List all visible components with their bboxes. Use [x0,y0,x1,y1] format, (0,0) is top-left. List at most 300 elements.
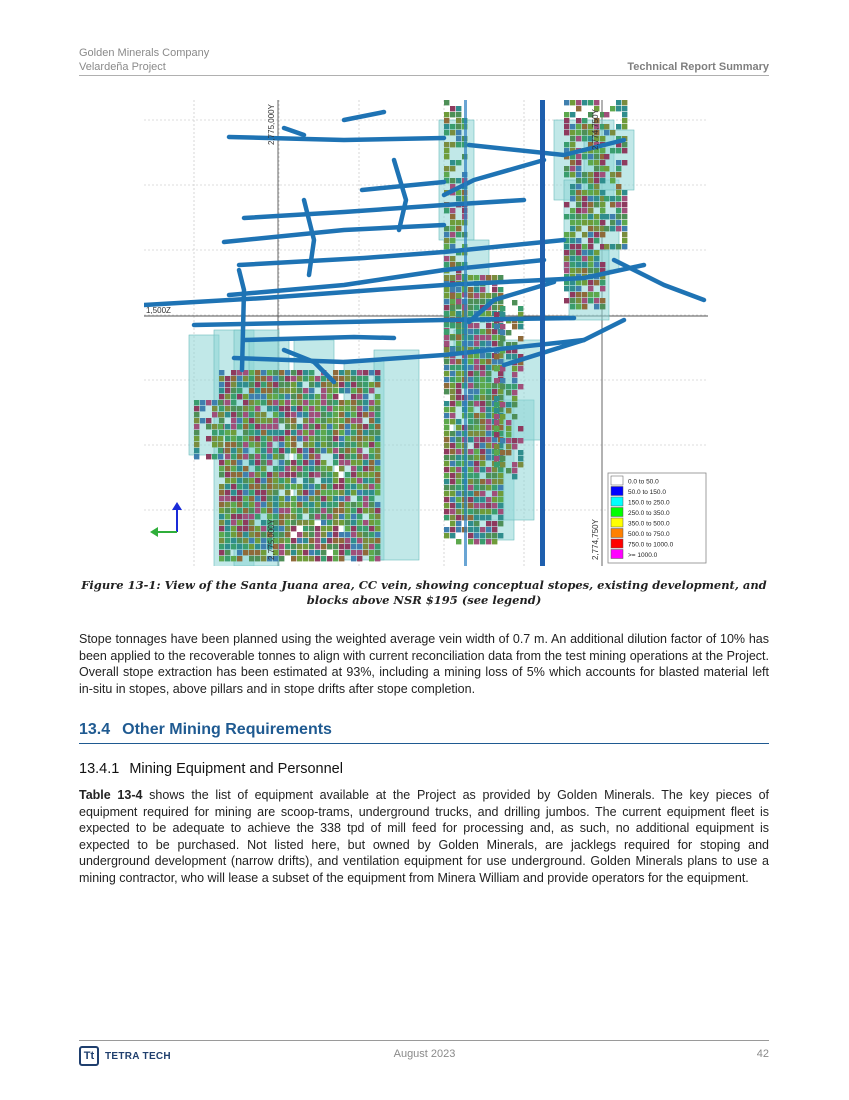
block-cell [486,419,491,424]
block-cell [243,544,248,549]
block-cell [303,430,308,435]
block-cell [194,448,199,453]
block-cell [518,366,523,371]
block-cell [450,178,455,183]
block-cell [297,472,302,477]
block-cell [237,436,242,441]
block-cell [219,370,224,375]
tunnel [344,112,384,120]
block-cell [576,256,581,261]
block-cell [363,484,368,489]
block-cell [363,544,368,549]
block-cell [375,400,380,405]
block-cell [315,406,320,411]
block-cell [309,502,314,507]
block-cell [243,520,248,525]
block-cell [494,324,499,329]
block-cell [480,539,485,544]
block-cell [315,448,320,453]
block-cell [570,130,575,135]
block-cell [255,448,260,453]
block-cell [500,462,505,467]
block-cell [512,414,517,419]
block-cell [225,556,230,561]
block-cell [498,485,503,490]
block-cell [468,485,473,490]
block-cell [273,382,278,387]
block-cell [339,436,344,441]
block-cell [494,396,499,401]
block-cell [255,538,260,543]
block-cell [600,136,605,141]
block-cell [291,370,296,375]
nsr-legend [608,473,706,563]
paragraph-stope-tonnage: Stope tonnages have been planned using the weighted average vein width of 0.7 m. An additional dilution factor of 10% has been applied to the recoverable tonnes to align with current reconciliation data from the test mining operations at the Project. Overall stope extraction has been estimated at 93%, including a mining loss of 5% which accounts for blasted material left in-situ in stopes, above pillars and in stope drifts after stope completion. [79,632,769,696]
block-cell [225,478,230,483]
block-cell [351,400,356,405]
block-cell [285,538,290,543]
block-cell [486,335,491,340]
block-cell [486,449,491,454]
block-cell [600,220,605,225]
section-title: Other Mining Requirements [122,721,332,738]
block-cell [273,454,278,459]
block-cell [297,454,302,459]
block-cell [231,520,236,525]
block-cell [351,376,356,381]
block-cell [297,448,302,453]
block-cell [500,450,505,455]
block-cell [351,490,356,495]
block-cell [231,442,236,447]
block-cell [249,460,254,465]
block-cell [450,389,455,394]
block-cell [480,527,485,532]
block-cell [450,401,455,406]
block-cell [297,436,302,441]
block-cell [369,484,374,489]
block-cell [309,532,314,537]
block-cell [474,443,479,448]
block-cell [570,166,575,171]
block-cell [345,442,350,447]
block-cell [231,394,236,399]
block-cell [474,395,479,400]
block-cell [273,424,278,429]
block-cell [351,460,356,465]
block-cell [206,418,211,423]
block-cell [498,389,503,394]
raise [464,100,467,566]
block-cell [357,514,362,519]
block-cell [255,412,260,417]
block-cell [315,460,320,465]
block-cell [249,400,254,405]
block-cell [474,473,479,478]
block-cell [206,436,211,441]
block-cell [315,442,320,447]
block-cell [456,383,461,388]
block-cell [450,383,455,388]
block-cell [297,430,302,435]
block-cell [243,538,248,543]
block-cell [375,418,380,423]
block-cell [255,556,260,561]
block-cell [492,503,497,508]
block-cell [261,544,266,549]
block-cell [255,508,260,513]
block-cell [582,100,587,105]
block-cell [212,436,217,441]
block-cell [588,208,593,213]
block-cell [480,443,485,448]
block-cell [261,478,266,483]
block-cell [622,142,627,147]
block-cell [225,430,230,435]
block-cell [582,154,587,159]
block-cell [315,394,320,399]
block-cell [492,287,497,292]
block-cell [273,400,278,405]
block-cell [237,520,242,525]
block-cell [498,503,503,508]
block-cell [249,520,254,525]
block-cell [225,532,230,537]
block-cell [375,472,380,477]
block-cell [315,526,320,531]
block-cell [321,472,326,477]
block-cell [315,544,320,549]
block-cell [474,503,479,508]
block-cell [351,466,356,471]
block-cell [351,406,356,411]
block-cell [512,300,517,305]
block-cell [518,450,523,455]
block-cell [297,544,302,549]
block-cell [369,508,374,513]
block-cell [273,484,278,489]
block-cell [456,323,461,328]
block-cell [512,444,517,449]
block-cell [291,484,296,489]
block-cell [237,532,242,537]
block-cell [279,418,284,423]
block-cell [600,190,605,195]
block-cell [600,148,605,153]
block-cell [444,322,449,327]
block-cell [444,413,449,418]
block-cell [249,472,254,477]
axis-triad-icon [150,502,182,537]
block-cell [315,382,320,387]
block-cell [456,275,461,280]
block-cell [267,370,272,375]
block-cell [474,383,479,388]
block-cell [285,472,290,477]
block-cell [267,382,272,387]
block-cell [369,448,374,453]
block-cell [450,124,455,129]
block-cell [474,479,479,484]
block-cell [309,508,314,513]
block-cell [351,454,356,459]
block-cell [339,460,344,465]
block-cell [261,424,266,429]
block-cell [303,556,308,561]
block-cell [486,509,491,514]
block-cell [249,556,254,561]
block-cell [321,448,326,453]
block-cell [369,514,374,519]
block-cell [492,527,497,532]
block-cell [351,478,356,483]
running-header-left [79,46,209,74]
block-cell [369,538,374,543]
block-cell [291,412,296,417]
block-cell [297,514,302,519]
block-cell [309,442,314,447]
block-cell [206,424,211,429]
block-cell [363,508,368,513]
block-cell [225,448,230,453]
block-cell [255,472,260,477]
block-cell [576,136,581,141]
block-cell [610,244,615,249]
block-cell [194,436,199,441]
block-cell [444,443,449,448]
block-cell [255,376,260,381]
block-cell [261,448,266,453]
block-cell [444,118,449,123]
block-cell [369,478,374,483]
block-cell [261,532,266,537]
block-cell [616,208,621,213]
block-cell [570,220,575,225]
block-cell [444,256,449,261]
block-cell [616,214,621,219]
block-cell [512,384,517,389]
block-cell [450,323,455,328]
block-cell [291,466,296,471]
block-cell [506,390,511,395]
block-cell [237,556,242,561]
block-cell [225,412,230,417]
block-cell [351,484,356,489]
block-cell [225,466,230,471]
block-cell [518,306,523,311]
block-cell [480,485,485,490]
block-cell [315,484,320,489]
block-cell [333,442,338,447]
block-cell [564,118,569,123]
block-cell [219,514,224,519]
block-cell [333,490,338,495]
block-cell [255,526,260,531]
block-cell [363,466,368,471]
block-cell [444,154,449,159]
block-cell [225,520,230,525]
block-cell [225,490,230,495]
block-cell [279,556,284,561]
block-cell [570,136,575,141]
block-cell [486,341,491,346]
block-cell [321,394,326,399]
block-cell [327,478,332,483]
block-cell [456,226,461,231]
block-cell [225,526,230,531]
block-cell [474,497,479,502]
block-cell [194,406,199,411]
block-cell [468,299,473,304]
block-cell [255,418,260,423]
block-cell [468,497,473,502]
block-cell [261,484,266,489]
block-cell [291,472,296,477]
block-cell [468,335,473,340]
block-cell [600,232,605,237]
block-cell [576,154,581,159]
block-cell [321,418,326,423]
block-cell [486,395,491,400]
block-cell [486,503,491,508]
block-cell [588,292,593,297]
block-cell [468,539,473,544]
block-cell [285,544,290,549]
block-cell [456,130,461,135]
block-cell [444,244,449,249]
block-cell [486,413,491,418]
block-cell [582,232,587,237]
block-cell [456,515,461,520]
block-cell [604,124,609,129]
block-cell [570,226,575,231]
block-cell [450,166,455,171]
block-cell [564,268,569,273]
block-cell [339,370,344,375]
block-cell [450,256,455,261]
block-cell [273,448,278,453]
block-cell [261,472,266,477]
block-cell [450,431,455,436]
block-cell [474,509,479,514]
block-cell [492,341,497,346]
block-cell [363,412,368,417]
block-cell [339,544,344,549]
block-cell [486,401,491,406]
block-cell [231,478,236,483]
block-cell [279,550,284,555]
block-cell [309,460,314,465]
block-cell [375,478,380,483]
block-cell [267,472,272,477]
block-cell [594,256,599,261]
block-cell [321,376,326,381]
block-cell [279,388,284,393]
block-cell [474,335,479,340]
block-cell [498,371,503,376]
block-cell [494,414,499,419]
block-cell [363,424,368,429]
block-cell [303,436,308,441]
block-cell [357,520,362,525]
block-cell [450,226,455,231]
block-cell [249,550,254,555]
block-cell [512,372,517,377]
block-cell [492,275,497,280]
block-cell [456,443,461,448]
block-cell [450,359,455,364]
block-cell [231,400,236,405]
block-cell [494,426,499,431]
block-cell [212,400,217,405]
block-cell [237,490,242,495]
block-cell [576,226,581,231]
block-cell [225,472,230,477]
block-cell [327,472,332,477]
block-cell [285,376,290,381]
block-cell [450,106,455,111]
block-cell [309,496,314,501]
block-cell [622,244,627,249]
block-cell [237,418,242,423]
block-cell [333,508,338,513]
block-cell [450,479,455,484]
block-cell [486,377,491,382]
block-cell [468,407,473,412]
block-cell [622,124,627,129]
block-cell [600,298,605,303]
block-cell [309,412,314,417]
stope-outline [374,350,419,560]
block-cell [570,286,575,291]
block-cell [474,449,479,454]
block-cell [576,238,581,243]
block-cell [456,479,461,484]
block-cell [261,538,266,543]
block-cell [622,226,627,231]
block-cell [357,526,362,531]
block-cell [456,377,461,382]
block-cell [444,293,449,298]
block-cell [285,436,290,441]
header-project: Velardeña Project [79,61,166,73]
block-cell [285,406,290,411]
block-cell [582,304,587,309]
block-cell [315,376,320,381]
block-cell [219,490,224,495]
block-cell [369,472,374,477]
block-cell [291,430,296,435]
block-cell [249,406,254,411]
block-cell [243,376,248,381]
block-cell [273,502,278,507]
block-cell [450,365,455,370]
block-cell [363,400,368,405]
block-cell [576,178,581,183]
block-cell [468,287,473,292]
block-cell [480,503,485,508]
block-cell [375,514,380,519]
block-cell [492,389,497,394]
block-cell [480,437,485,442]
block-cell [357,418,362,423]
block-cell [279,520,284,525]
tunnel [614,260,704,300]
block-cell [255,502,260,507]
block-cell [506,402,511,407]
block-cell [194,424,199,429]
block-cell [327,502,332,507]
